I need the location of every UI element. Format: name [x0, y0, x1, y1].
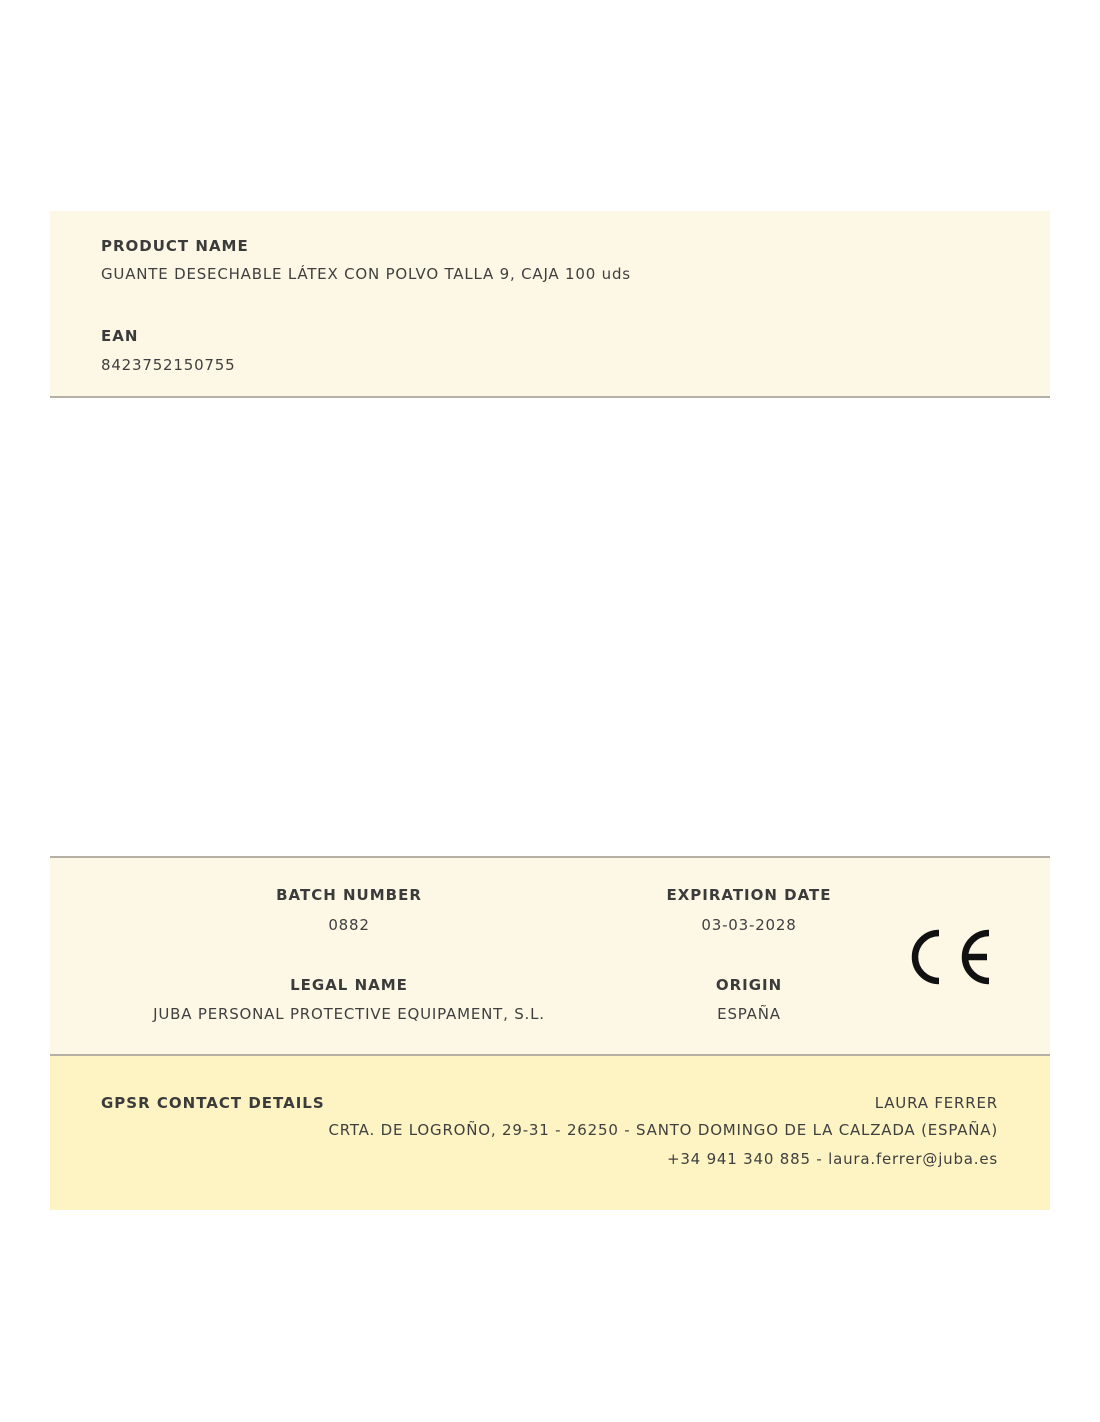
- contact-address: CRTA. DE LOGROÑO, 29-31 - 26250 - SANTO DOMINGO DE LA CALZADA (ESPAÑA): [328, 1121, 998, 1139]
- legal-name-value: JUBA PERSONAL PROTECTIVE EQUIPAMENT, S.L.: [153, 1005, 545, 1023]
- product-name-label: PRODUCT NAME: [101, 237, 249, 255]
- ean-label: EAN: [101, 327, 139, 345]
- gpsr-contact-section: [50, 1056, 1050, 1210]
- origin-value: ESPAÑA: [717, 1005, 781, 1023]
- expiration-date-label: EXPIRATION DATE: [666, 886, 832, 904]
- gpsr-contact-label: GPSR CONTACT DETAILS: [101, 1094, 325, 1112]
- origin-label: ORIGIN: [715, 976, 783, 994]
- contact-name: LAURA FERRER: [874, 1094, 998, 1112]
- product-info-section: [50, 856, 1050, 1056]
- product-section: [50, 211, 1050, 398]
- contact-phone-email[interactable]: +34 941 340 885 - laura.ferrer@juba.es: [666, 1150, 998, 1168]
- ean-value: 8423752150755: [101, 356, 236, 374]
- ce-mark-icon: [908, 926, 992, 988]
- legal-name-label: LEGAL NAME: [290, 976, 408, 994]
- batch-number-value: 0882: [328, 916, 370, 934]
- info-column-middle: [548, 858, 950, 1054]
- batch-number-label: BATCH NUMBER: [276, 886, 422, 904]
- product-name-value: GUANTE DESECHABLE LÁTEX CON POLVO TALLA 9, CAJA 100 uds: [101, 265, 631, 283]
- expiration-date-value: 03-03-2028: [701, 916, 797, 934]
